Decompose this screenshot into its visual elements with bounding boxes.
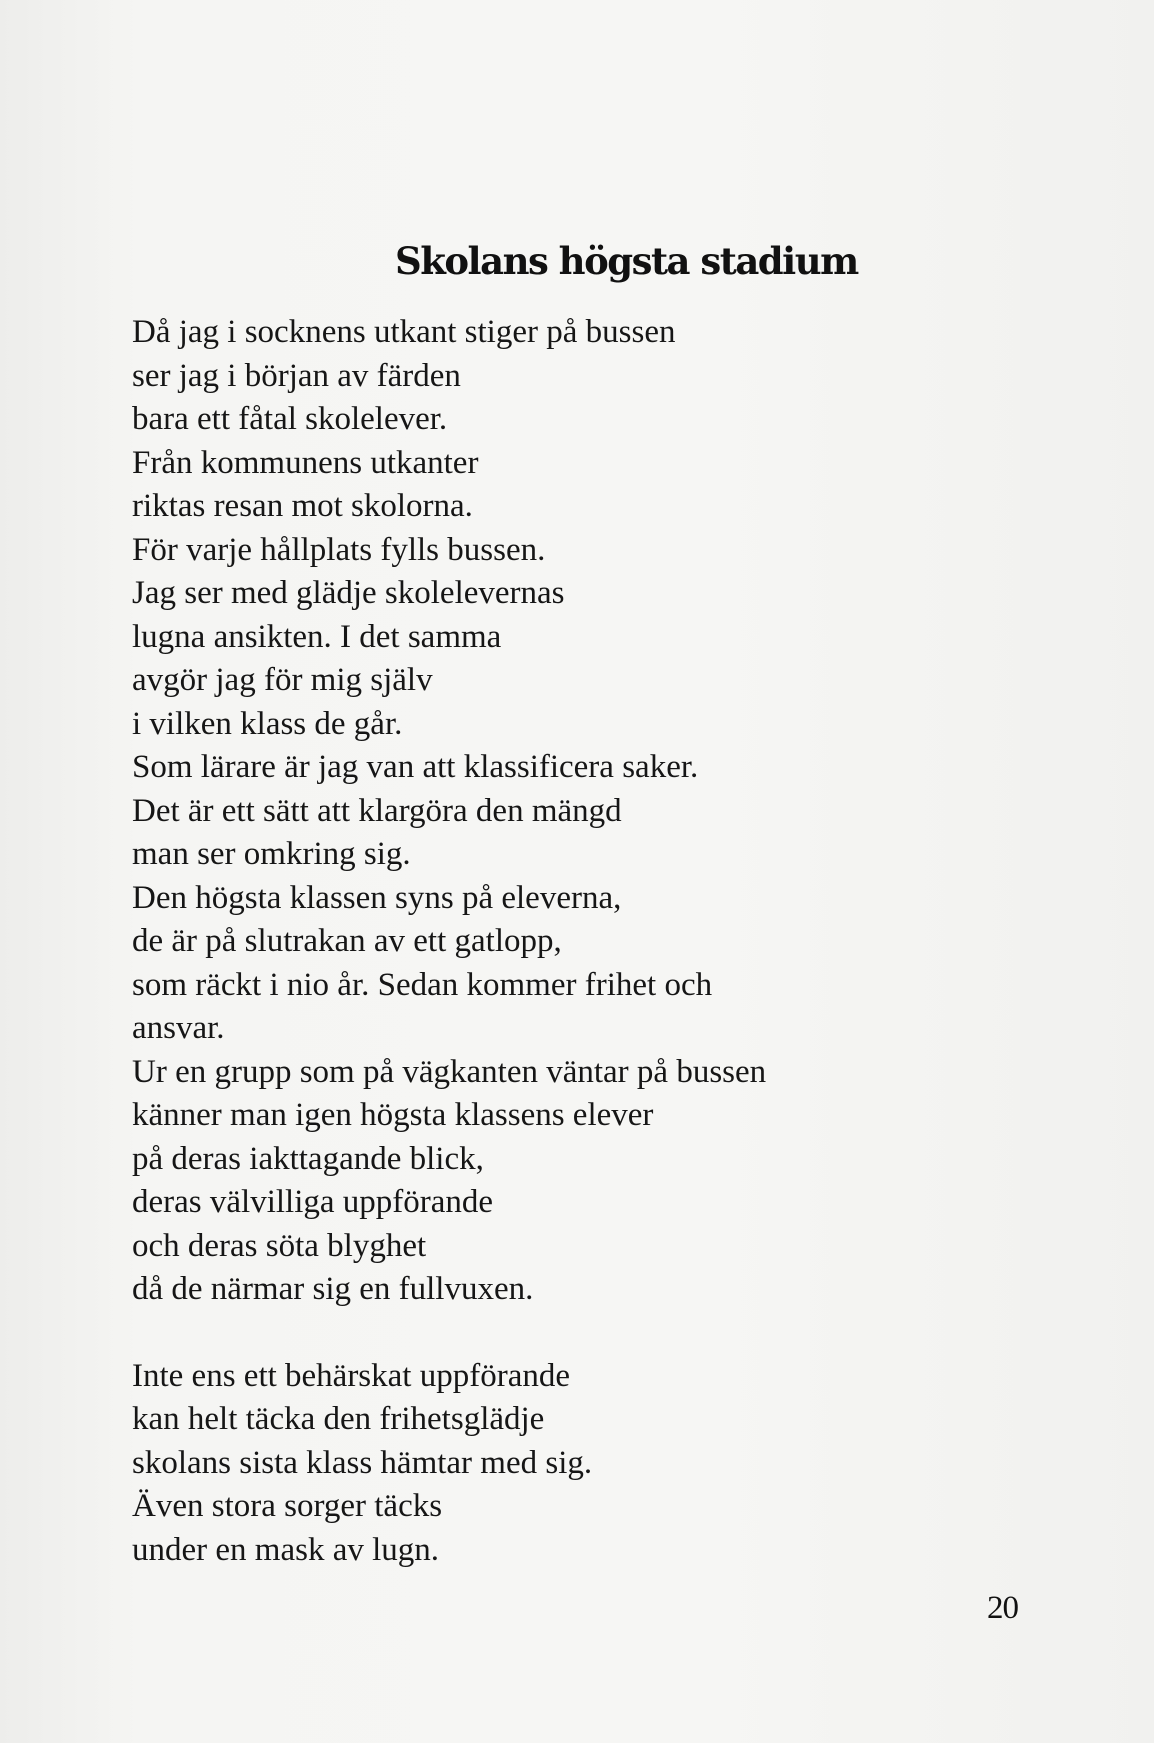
poem-line: Jag ser med glädje skolelevernas <box>132 575 565 611</box>
poem-line: Det är ett sätt att klargöra den mängd <box>132 792 622 829</box>
stanza-2 <box>132 1355 1032 1573</box>
poem-line: Inte ens ett behärskat uppförande <box>132 1357 570 1394</box>
poem-line: Ur en grupp som på vägkanten väntar på bussen <box>132 1053 767 1090</box>
poem-line: ser jag i början av färden <box>132 357 461 394</box>
poem-line: avgör jag för mig själv <box>132 662 433 698</box>
poem-line: Från kommunens utkanter <box>132 444 479 481</box>
poem-line: ansvar. <box>132 1010 225 1046</box>
poem-line: de är på slutrakan av ett gatlopp, <box>132 923 562 959</box>
poem-line: deras välvilliga uppförande <box>132 1184 494 1220</box>
poem-title: Skolans högsta stadium <box>395 238 858 283</box>
poem-line: och deras söta blyghet <box>132 1227 427 1264</box>
poem-line: känner man igen högsta klassens elever <box>132 1097 654 1133</box>
poem-line: Då jag i socknens utkant stiger på bussen <box>132 314 676 350</box>
poem-line: lugna ansikten. I det samma <box>132 618 502 655</box>
poem-line: under en mask av lugn. <box>132 1531 440 1568</box>
poem-line: man ser omkring sig. <box>132 836 411 872</box>
poem-line: riktas resan mot skolorna. <box>132 488 473 524</box>
poem-line: skolans sista klass hämtar med sig. <box>132 1444 593 1481</box>
poem-line: i vilken klass de går. <box>132 705 403 742</box>
poem-line: kan helt täcka den frihetsglädje <box>132 1401 545 1437</box>
poem-line: Som lärare är jag van att klassificera saker. <box>132 749 699 785</box>
poem-body <box>132 311 1032 1572</box>
poem-line: Den högsta klassen syns på eleverna, <box>132 879 622 916</box>
poem-line: då de närmar sig en fullvuxen. <box>132 1271 534 1307</box>
poem-line: på deras iakttagande blick, <box>132 1140 484 1177</box>
poem-line: bara ett fåtal skolelever. <box>132 401 448 437</box>
stanza-1 <box>132 311 1032 1312</box>
poem-line: Även stora sorger täcks <box>132 1488 443 1524</box>
poem-line: som räckt i nio år. Sedan kommer frihet och <box>132 966 713 1003</box>
poem-line: För varje hållplats fylls bussen. <box>132 531 546 568</box>
page-number: 20 <box>987 1590 1018 1626</box>
